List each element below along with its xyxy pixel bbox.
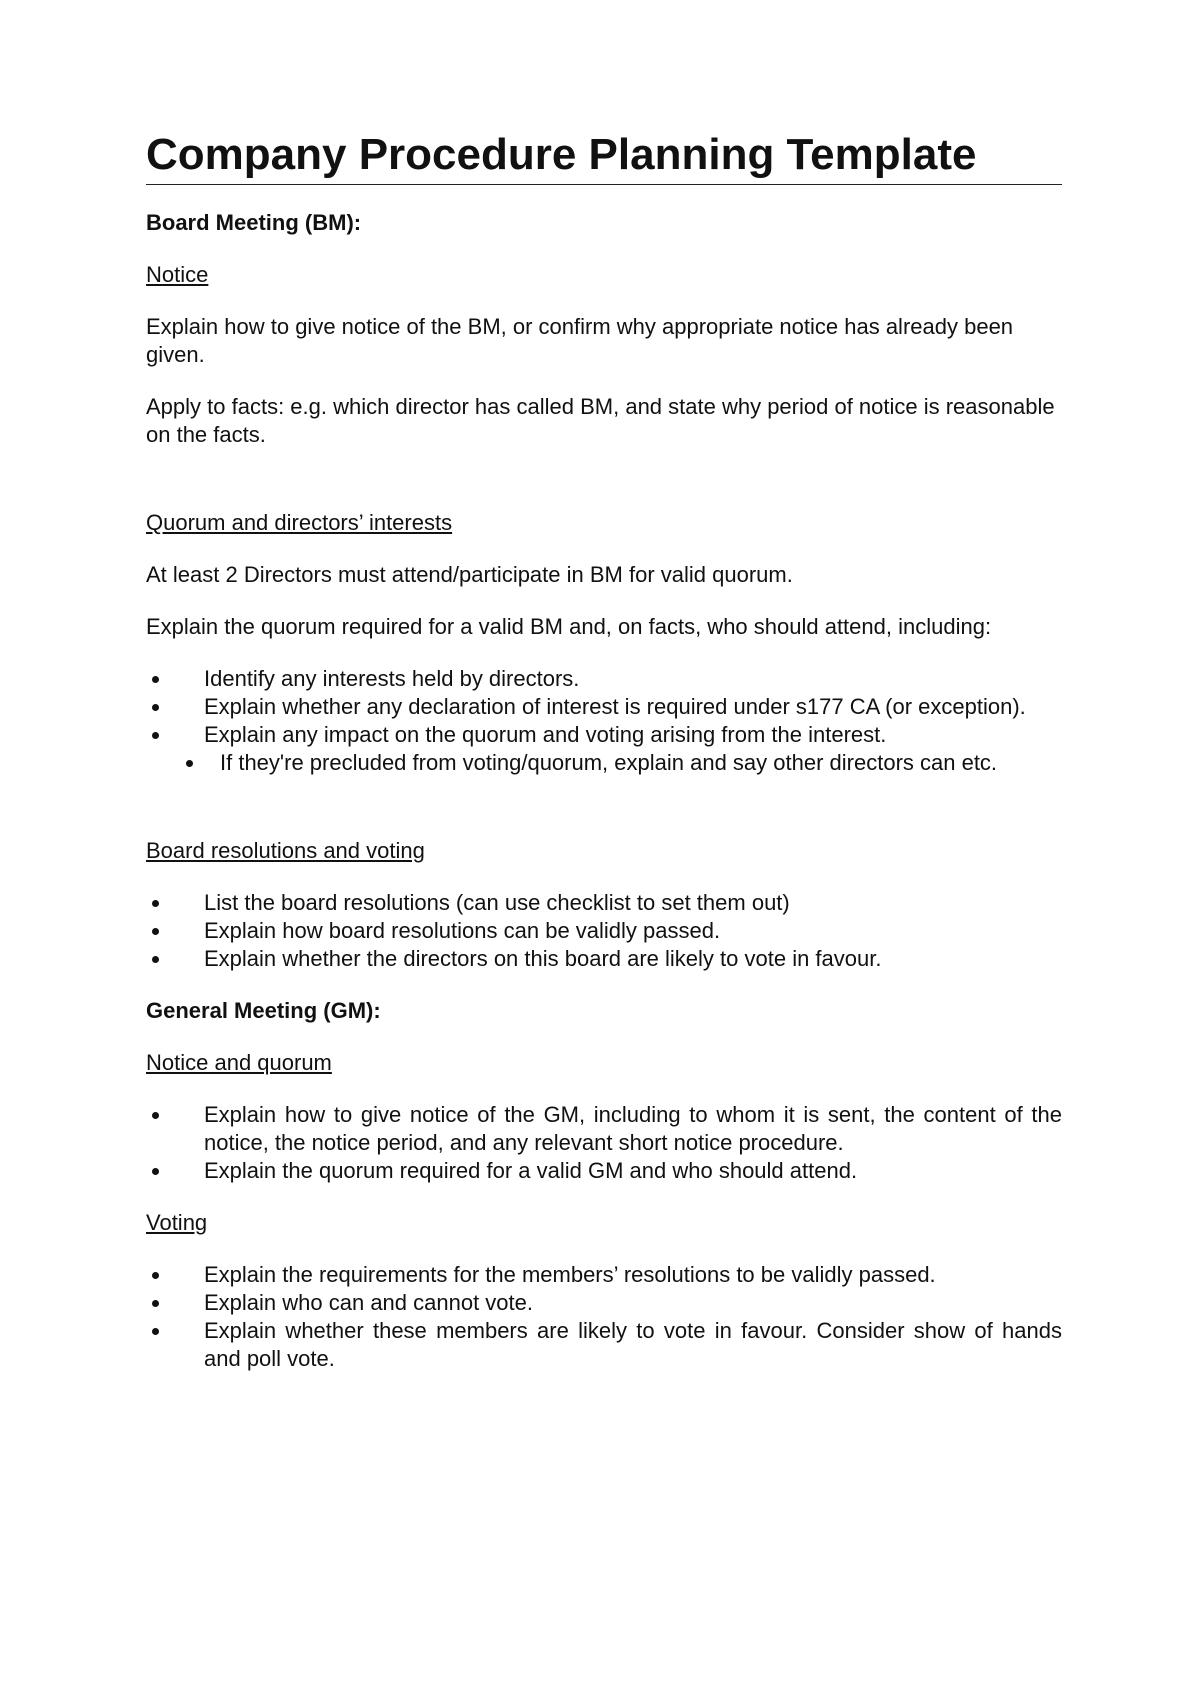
list-item: [146, 1261, 1062, 1289]
list-item: [146, 945, 1062, 973]
list-item: [146, 665, 1062, 693]
list-item-text: Explain how to give notice of the GM, including to whom it is sent, the content of the notice, the notice period, and any relevant short notice procedure.: [204, 1102, 1062, 1155]
bullet-icon: [152, 900, 159, 907]
list-item: [146, 1101, 1062, 1157]
document-body: [146, 130, 1062, 1373]
general-meeting-heading: General Meeting (GM):: [146, 998, 381, 1023]
quorum-paragraph-1: At least 2 Directors must attend/participate in BM for valid quorum.: [146, 562, 793, 587]
resolutions-bullet-list: [146, 889, 1062, 973]
list-item: [146, 693, 1062, 721]
bullet-icon: [152, 704, 159, 711]
notice-paragraph-2: Apply to facts: e.g. which director has called BM, and state why period of notice is reasonable on the facts.: [146, 394, 1055, 447]
bullet-icon: [152, 732, 159, 739]
bullet-icon: [152, 1328, 159, 1335]
list-item-text: Explain whether any declaration of interest is required under s177 CA (or exception).: [204, 694, 1026, 719]
list-item: [146, 1317, 1062, 1373]
bullet-icon: [152, 928, 159, 935]
list-item-text: If they're precluded from voting/quorum, explain and say other directors can etc.: [220, 750, 998, 775]
list-item-text: Explain the quorum required for a valid GM and who should attend.: [204, 1158, 858, 1183]
notice-paragraph-1: Explain how to give notice of the BM, or confirm why appropriate notice has already been given.: [146, 314, 1014, 367]
list-item-text: Explain how board resolutions can be validly passed.: [204, 918, 721, 943]
quorum-sub-bullet-list: [146, 749, 1062, 777]
quorum-paragraph-2: Explain the quorum required for a valid BM and, on facts, who should attend, including:: [146, 614, 992, 639]
notice-quorum-heading: Notice and quorum: [146, 1050, 332, 1075]
list-item: [146, 749, 1062, 777]
bullet-icon: [152, 956, 159, 963]
list-item: [146, 889, 1062, 917]
list-item-text: Explain whether the directors on this board are likely to vote in favour.: [204, 946, 882, 971]
quorum-heading: Quorum and directors’ interests: [146, 510, 453, 535]
notice-quorum-bullet-list: [146, 1101, 1062, 1185]
bullet-icon: [152, 1112, 159, 1119]
list-item: [146, 721, 1062, 749]
list-item: [146, 917, 1062, 945]
list-item: [146, 1157, 1062, 1185]
notice-heading: Notice: [146, 262, 209, 287]
list-item-text: Identify any interests held by directors.: [204, 666, 580, 691]
voting-heading: Voting: [146, 1210, 208, 1235]
document-title: Company Procedure Planning Template: [146, 130, 977, 179]
voting-bullet-list: [146, 1261, 1062, 1373]
list-item-text: List the board resolutions (can use checklist to set them out): [204, 890, 790, 915]
list-item-text: Explain whether these members are likely to vote in favour. Consider show of hands and poll vote.: [204, 1318, 1062, 1371]
board-meeting-heading: Board Meeting (BM):: [146, 210, 362, 235]
list-item: [146, 1289, 1062, 1317]
bullet-icon: [152, 1272, 159, 1279]
list-item-text: Explain any impact on the quorum and voting arising from the interest.: [204, 722, 887, 747]
list-item-text: Explain who can and cannot vote.: [204, 1290, 534, 1315]
bullet-icon: [152, 1168, 159, 1175]
bullet-icon: [186, 760, 193, 767]
quorum-bullet-list: [146, 665, 1062, 749]
bullet-icon: [152, 1300, 159, 1307]
resolutions-heading: Board resolutions and voting: [146, 838, 425, 863]
list-item-text: Explain the requirements for the members’ resolutions to be validly passed.: [204, 1262, 936, 1287]
bullet-icon: [152, 676, 159, 683]
